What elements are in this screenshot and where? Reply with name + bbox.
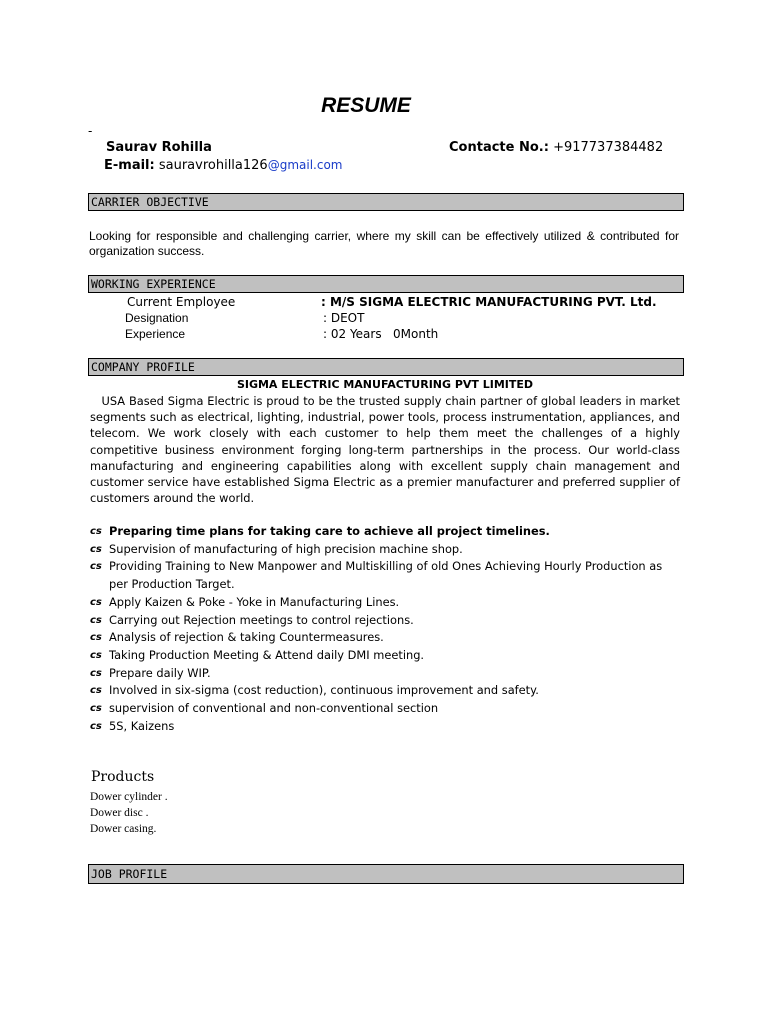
exp-label-experience: Experience bbox=[125, 327, 186, 341]
list-item: cs supervision of conventional and non-conventional section bbox=[90, 700, 682, 718]
bullet-icon: cs bbox=[90, 526, 102, 537]
exp-label-designation: Designation bbox=[125, 311, 189, 325]
responsibilities-list bbox=[90, 523, 682, 735]
section-job-profile: JOB PROFILE bbox=[88, 864, 684, 884]
bullet-icon: cs bbox=[90, 720, 102, 732]
bullet-icon: cs bbox=[90, 632, 102, 644]
contact-number bbox=[449, 140, 663, 155]
product-item: Dower casing. bbox=[90, 823, 157, 835]
product-item: Dower disc . bbox=[90, 807, 149, 819]
company-name: SIGMA ELECTRIC MANUFACTURING PVT LIMITED bbox=[236, 378, 534, 391]
bullet-icon: cs bbox=[90, 543, 102, 555]
email-domain-link[interactable]: @gmail.com bbox=[267, 158, 343, 172]
company-profile-text: USA Based Sigma Electric is proud to be the trusted supply chain partner of global leaders in market segments such as electrical, lighting, industrial, power tools, process instrumentation, appliances, and telecom. We work closely with each customer to help them meet the challenges of a highly competitive business environment forging long-term partnerships in the process. Our world-class manufacturing and engineering capabilities along with excellent supply chain management and customer service have established Sigma Electric as a premier manufacturer and preferred supplier of customers around the world. bbox=[90, 394, 680, 506]
list-item: cs Involved in six-sigma (cost reduction), continuous improvement and safety. bbox=[90, 682, 682, 700]
exp-label-current-employee: Current Employee bbox=[127, 295, 236, 309]
bullet-icon: cs bbox=[90, 614, 102, 626]
list-item: cs Preparing time plans for taking care to achieve all project timelines. bbox=[90, 523, 682, 541]
email-label: E-mail: bbox=[104, 158, 155, 173]
objective-text: Looking for responsible and challenging carrier, where my skill can be effectively utilized & contributed for organization success. bbox=[89, 229, 679, 258]
list-item: cs 5S, Kaizens bbox=[90, 718, 682, 736]
list-item: cs Analysis of rejection & taking Countermeasures. bbox=[90, 629, 682, 647]
products-heading: Products bbox=[91, 769, 155, 785]
resume-title: RESUME bbox=[321, 94, 411, 117]
email-line bbox=[104, 158, 342, 173]
exp-value-designation: : DEOT bbox=[323, 311, 365, 325]
list-item: cs Providing Training to New Manpower and Multiskilling of old Ones Achieving Hourly Production as per Production Target. bbox=[90, 559, 663, 592]
list-item: cs Apply Kaizen & Poke - Yoke in Manufacturing Lines. bbox=[90, 594, 682, 612]
bullet-icon: cs bbox=[90, 596, 102, 608]
bullet-icon: cs bbox=[90, 561, 102, 573]
bullet-icon: cs bbox=[90, 667, 102, 679]
bullet-icon: cs bbox=[90, 649, 102, 661]
email-user: sauravrohilla126 bbox=[154, 158, 268, 173]
contact-label: Contacte No.: bbox=[449, 140, 549, 155]
product-item: Dower cylinder . bbox=[90, 791, 168, 803]
list-item: cs Supervision of manufacturing of high precision machine shop. bbox=[90, 541, 682, 559]
exp-value-experience: : 02 Years 0Month bbox=[323, 327, 439, 341]
contact-value: +917737384482 bbox=[548, 140, 664, 155]
section-carrier-objective: CARRIER OBJECTIVE bbox=[88, 193, 684, 211]
header-dash: - bbox=[88, 124, 93, 138]
section-company-profile: COMPANY PROFILE bbox=[88, 358, 684, 376]
bullet-icon: cs bbox=[90, 685, 102, 697]
exp-value-current-employee: : M/S SIGMA ELECTRIC MANUFACTURING PVT. Ltd. bbox=[321, 295, 657, 309]
candidate-name: Saurav Rohilla bbox=[106, 140, 212, 155]
list-item: cs Taking Production Meeting & Attend daily DMI meeting. bbox=[90, 647, 682, 665]
list-item: cs Carrying out Rejection meetings to control rejections. bbox=[90, 612, 682, 630]
bullet-icon: cs bbox=[90, 703, 102, 715]
section-working-experience: WORKING EXPERIENCE bbox=[88, 275, 684, 293]
list-item: cs Prepare daily WIP. bbox=[90, 665, 682, 683]
